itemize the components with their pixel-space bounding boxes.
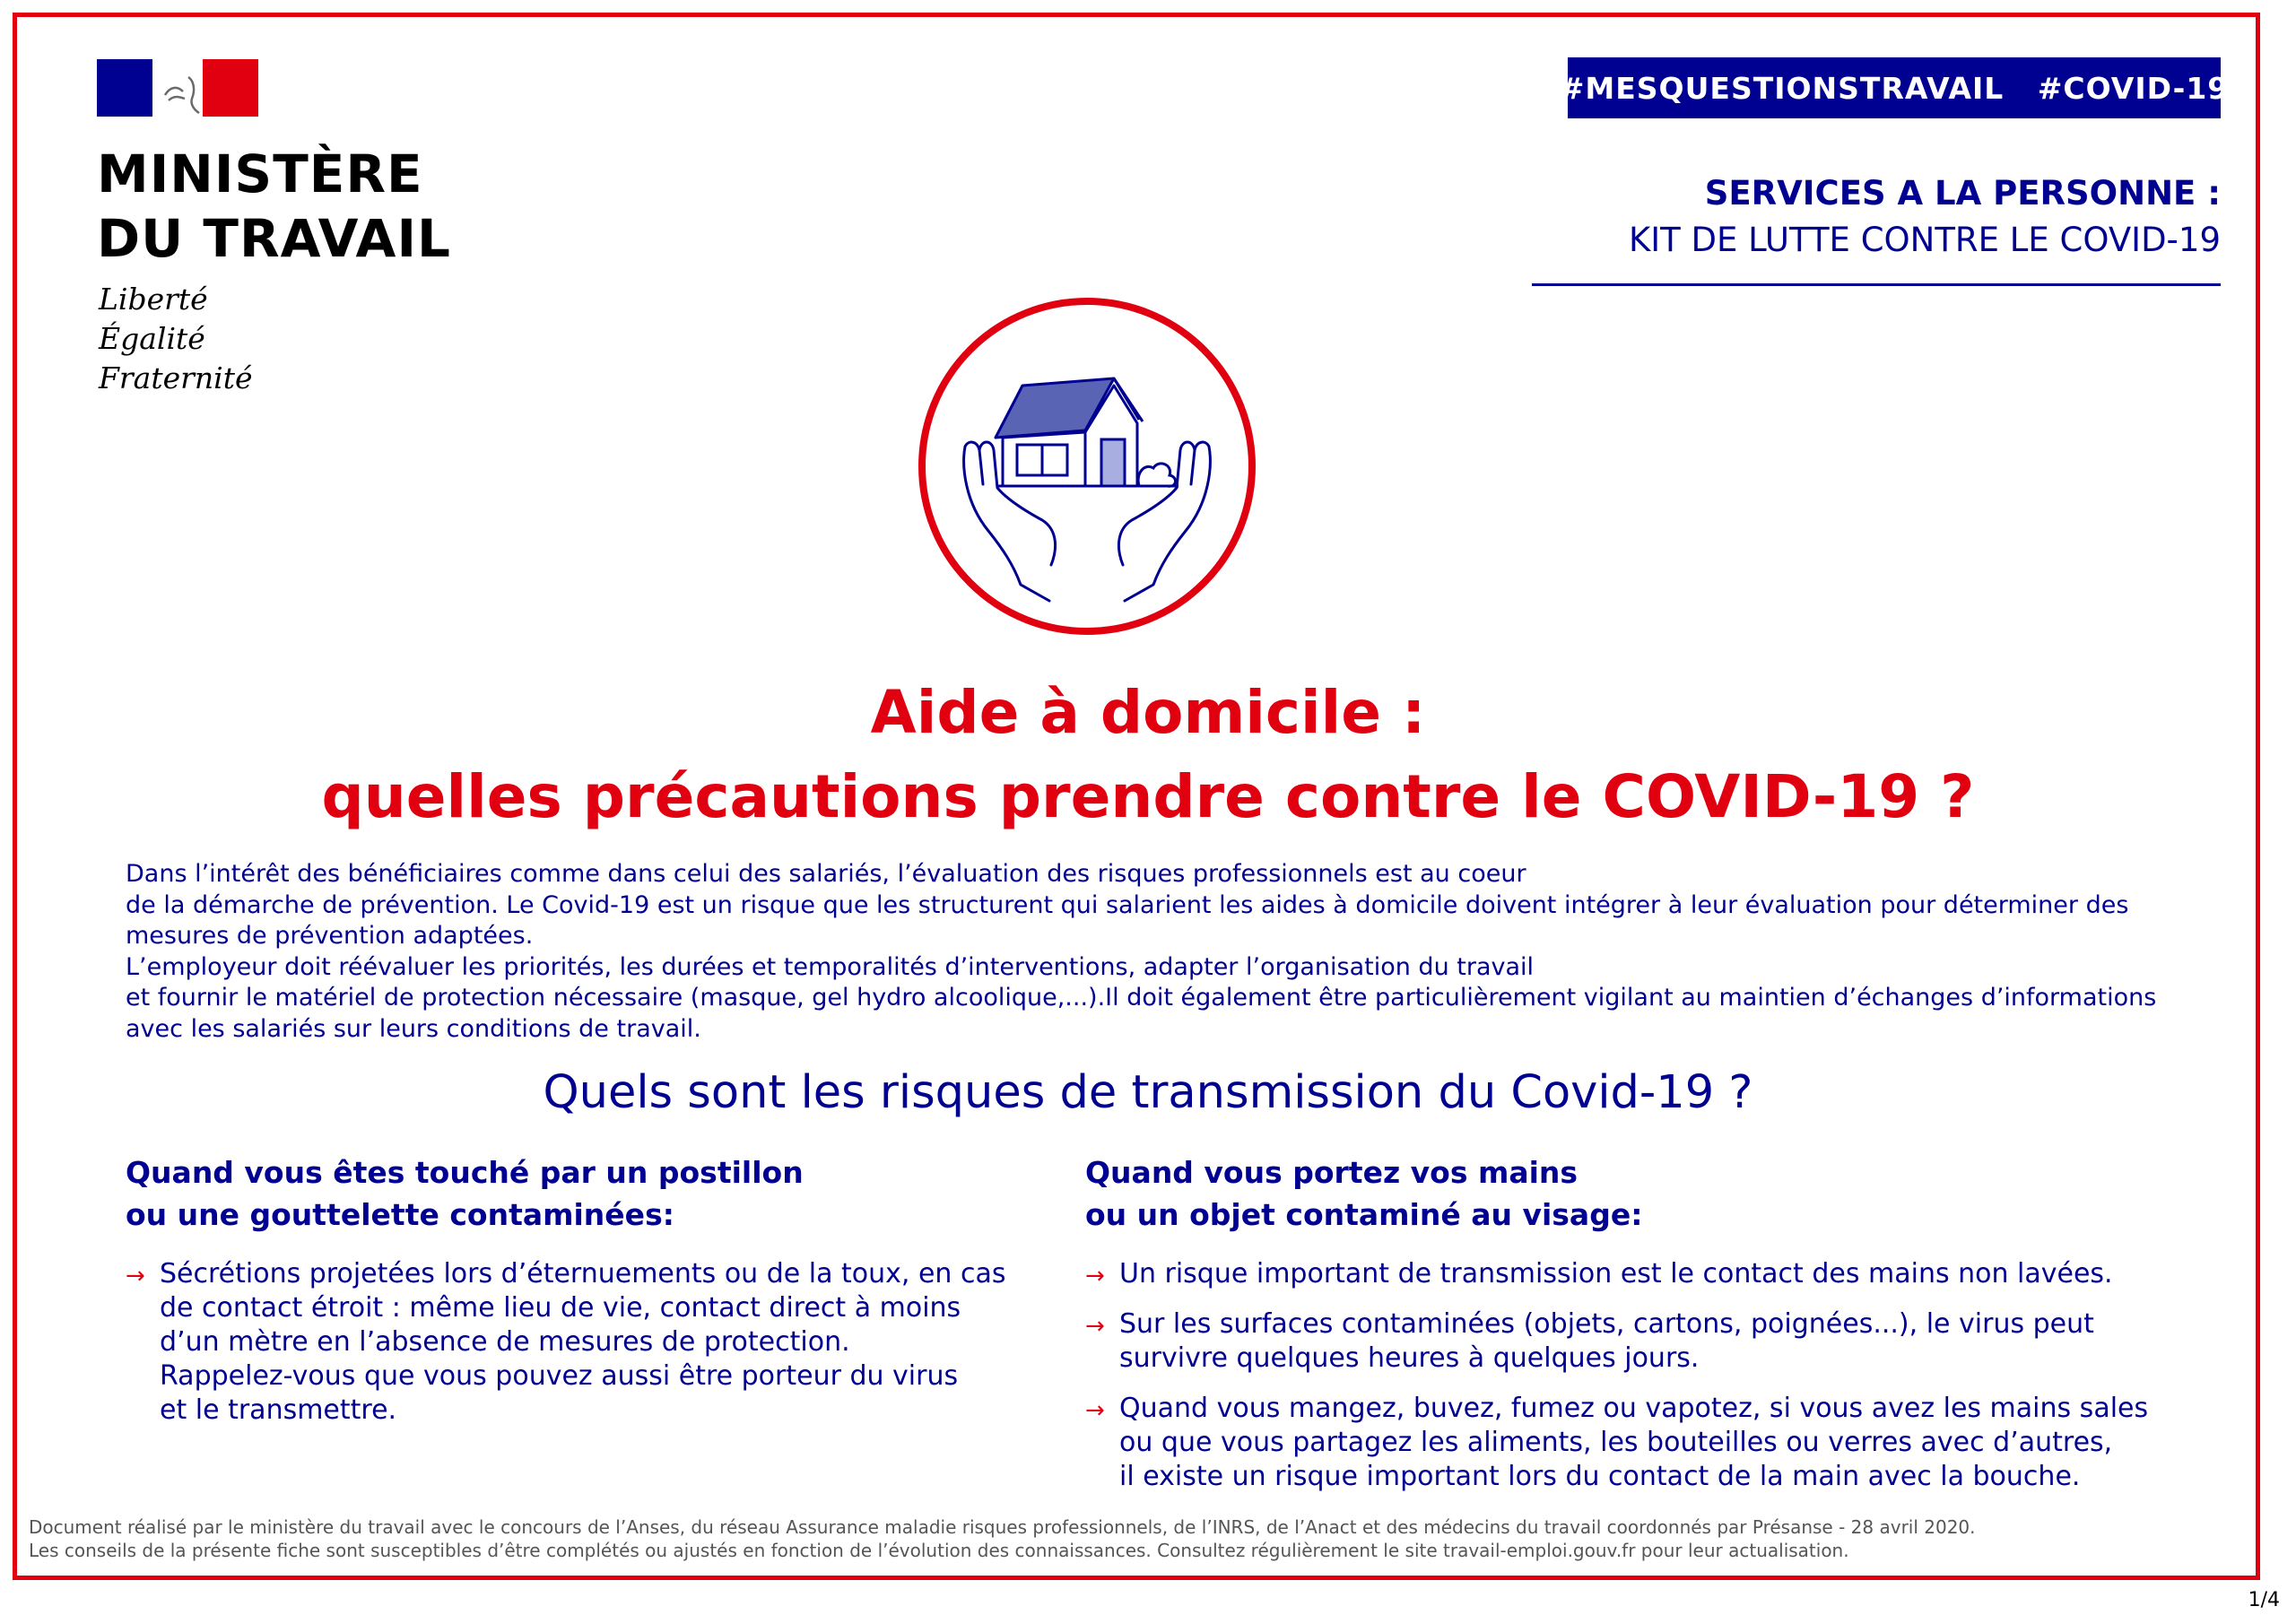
hashtag-banner: #MESQUESTIONSTRAVAIL #COVID-19 [1568, 57, 2221, 118]
arrow-right-icon: → [126, 1263, 145, 1289]
list-item: → Un risque important de transmission est le contact des mains non lavées. [1085, 1257, 2224, 1291]
list-item: → Sur les surfaces contaminées (objets, cartons, poignées...), le virus peut survivre quelques heures à quelques jours. [1085, 1308, 2094, 1374]
column-heading: Quand vous portez vos mains ou un objet contaminé au visage: [1085, 1155, 1643, 1232]
list-item: → Quand vous mangez, buvez, fumez ou vapotez, si vous avez les mains sales ou que vous partagez les aliments, les bouteilles ou verres avec d’autres, il existe un risque important lors du contact de la main avec la bouche. [1085, 1393, 2149, 1492]
list-item: → Sécrétions projetées lors d’éternuements ou de la toux, en cas de contact étroit : même lieu de vie, contact direct à moins d’un mètre en l’absence de mesures de protection. Rappelez-vous que vous pouvez aussi être porteur du virus et le transmettre. [126, 1258, 1006, 1426]
page-number: 1/4 [2248, 1589, 2280, 1611]
kit-heading [1629, 170, 2221, 264]
kit-category: SERVICES A LA PERSONNE : [1704, 174, 2221, 213]
arrow-right-icon: → [1085, 1397, 1105, 1424]
marianne-flag-icon [97, 59, 258, 117]
document-footer: Document réalisé par le ministère du travail avec le concours de l’Anses, du réseau Assurance maladie risques professionnels, de l’INRS, de l’Anact et des médecins du travail coordonnés par Présanse - 28 avril 2020. Les conseils de la présente fiche sont susceptibles d’être complétés ou ajustés en fonction de l’évolution des connaissances. Consultez régulièrement le site travail-emploi.gouv.fr pour leur actualisation. [29, 1516, 1976, 1561]
house-in-hands-icon [917, 296, 1257, 637]
arrow-right-icon: → [1085, 1263, 1105, 1289]
republic-motto: Liberté Égalité Fraternité [99, 282, 253, 395]
kit-title: KIT DE LUTTE CONTRE LE COVID-19 [1628, 221, 2221, 259]
arrow-right-icon: → [1085, 1313, 1105, 1340]
intro-paragraph: Dans l’intérêt des bénéficiaires comme dans celui des salariés, l’évaluation des risques professionnels est au coeur de la démarche de prévention. Le Covid-19 est un risque que les structurent qui salarient les aides à domicile doivent intégrer à leur évaluation pour déterminer des mesures de prévention adaptées. L’employeur doit réévaluer les priorités, les durées et temporalités d’interventions, adapter l’organisation du travail et fournir le matériel de protection nécessaire (masque, gel hydro alcoolique,...).Il doit également être particulièrement vigilant au maintien d’échanges d’informations avec les salariés sur leurs conditions de travail. [126, 860, 2157, 1043]
droplet-risk-column [126, 1151, 1040, 1444]
page-title: Aide à domicile : quelles précautions prendre contre le COVID-19 ? [321, 678, 1975, 831]
kit-divider [1532, 283, 2221, 286]
column-heading: Quand vous êtes touché par un postillon ou une gouttelette contaminées: [126, 1155, 804, 1232]
hand-contact-risk-column [1085, 1151, 2224, 1510]
ministry-name: MINISTÈRE DU TRAVAIL [97, 143, 451, 269]
section-subtitle: Quels sont les risques de transmission du Covid-19 ? [543, 1066, 1753, 1119]
